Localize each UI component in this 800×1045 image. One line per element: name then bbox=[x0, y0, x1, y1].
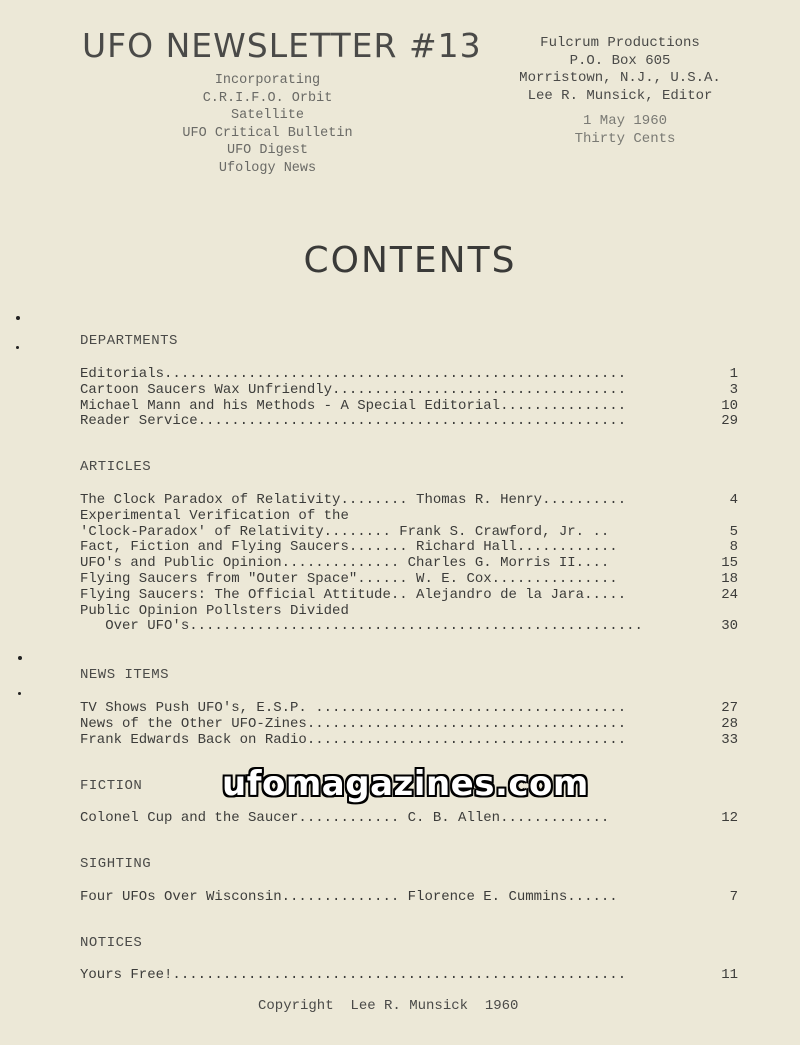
contents-entry bbox=[80, 492, 740, 508]
margin-speck bbox=[16, 346, 19, 349]
section-heading: NEWS ITEMS bbox=[80, 667, 170, 683]
issue-price: Thirty Cents bbox=[574, 131, 676, 147]
incorporating-line: UFO Critical Bulletin bbox=[182, 125, 353, 141]
contents-entry bbox=[80, 716, 740, 732]
watermark: ufomagazines.com bbox=[222, 764, 589, 804]
page-number: 7 bbox=[729, 889, 738, 905]
entry-title: Experimental Verification of the bbox=[80, 507, 349, 524]
contents-entry bbox=[80, 587, 740, 603]
page-number: 12 bbox=[721, 810, 738, 826]
page-number: 3 bbox=[729, 381, 738, 398]
page-number: 8 bbox=[729, 539, 738, 556]
contents-entry bbox=[80, 413, 740, 429]
entry-title: Flying Saucers: The Official Attitude.. Alejandro de la Jara..... bbox=[80, 586, 627, 603]
entry-title: UFO's and Public Opinion.............. Charles G. Morris II.... bbox=[80, 555, 610, 572]
entry-title: News of the Other UFO-Zines...................................... bbox=[80, 715, 627, 732]
entry-title: TV Shows Push UFO's, E.S.P. ..................................... bbox=[80, 700, 627, 716]
margin-speck bbox=[18, 656, 22, 660]
contents-entry bbox=[80, 603, 740, 619]
incorporating-line: Incorporating bbox=[214, 73, 321, 88]
incorporating-block bbox=[150, 72, 385, 177]
entry-title: Four UFOs Over Wisconsin.............. Florence E. Cummins...... bbox=[80, 889, 618, 905]
entry-title: Colonel Cup and the Saucer............ C. B. Allen............. bbox=[80, 810, 610, 826]
entry-title: Reader Service................................................... bbox=[80, 413, 627, 430]
contents-entry bbox=[80, 508, 740, 524]
contents-entry bbox=[80, 618, 740, 634]
publisher-line: Lee R. Munsick, Editor bbox=[527, 87, 713, 104]
margin-speck bbox=[18, 692, 21, 695]
contents-entry bbox=[80, 382, 740, 398]
entry-title: Cartoon Saucers Wax Unfriendly................................... bbox=[80, 381, 627, 398]
publisher-block bbox=[500, 35, 740, 105]
page-number: 4 bbox=[729, 492, 738, 508]
page-number: 29 bbox=[721, 413, 738, 430]
page-number: 15 bbox=[721, 555, 738, 572]
entry-title: Public Opinion Pollsters Divided bbox=[80, 602, 349, 619]
entry-title: Fact, Fiction and Flying Saucers....... Richard Hall............ bbox=[80, 539, 618, 556]
publisher-line: Morristown, N.J., U.S.A. bbox=[519, 70, 721, 86]
contents-heading: CONTENTS bbox=[303, 240, 517, 281]
entry-title: Michael Mann and his Methods - A Special Editorial............... bbox=[80, 397, 627, 414]
incorporating-line: Ufology News bbox=[218, 160, 317, 176]
contents-entry bbox=[80, 571, 740, 587]
incorporating-line: C.R.I.F.O. Orbit bbox=[202, 90, 333, 106]
contents-entry bbox=[80, 700, 740, 716]
page-number: 5 bbox=[729, 523, 738, 540]
page-number: 30 bbox=[721, 618, 738, 635]
contents-entry bbox=[80, 889, 740, 905]
section-heading: SIGHTING bbox=[80, 856, 152, 872]
section-heading: ARTICLES bbox=[80, 459, 152, 475]
publisher-line: Fulcrum Productions bbox=[540, 35, 700, 51]
margin-speck bbox=[16, 316, 20, 320]
contents-entry bbox=[80, 967, 740, 983]
publisher-line: P.O. Box 605 bbox=[569, 52, 671, 69]
page-number: 28 bbox=[721, 715, 738, 732]
section-heading: DEPARTMENTS bbox=[80, 333, 178, 349]
contents-entry bbox=[80, 555, 740, 571]
contents-entry bbox=[80, 398, 740, 414]
contents-entry bbox=[80, 732, 740, 748]
entry-title: Over UFO's...................................................... bbox=[80, 618, 643, 635]
contents-entry bbox=[80, 524, 740, 540]
entry-title: Flying Saucers from "Outer Space"...... W. E. Cox............... bbox=[80, 571, 618, 587]
copyright-notice: Copyright Lee R. Munsick 1960 bbox=[258, 998, 519, 1014]
entry-title: Editorials....................................................... bbox=[80, 366, 627, 382]
page-number: 1 bbox=[729, 366, 738, 382]
entry-title: Yours Free!...................................................... bbox=[80, 967, 627, 983]
issue-date-block bbox=[540, 112, 710, 148]
section-heading: FICTION bbox=[80, 778, 143, 794]
page-number: 11 bbox=[721, 967, 738, 983]
contents-entry bbox=[80, 810, 740, 826]
contents-entry bbox=[80, 366, 740, 382]
contents-entry bbox=[80, 539, 740, 555]
incorporating-line: UFO Digest bbox=[226, 143, 308, 158]
page-number: 33 bbox=[721, 731, 738, 748]
newsletter-title: UFO NEWSLETTER #13 bbox=[82, 26, 482, 65]
entry-title: The Clock Paradox of Relativity........ Thomas R. Henry.......... bbox=[80, 492, 627, 508]
page-number: 27 bbox=[721, 700, 738, 716]
page-number: 18 bbox=[721, 571, 738, 587]
page-number: 24 bbox=[721, 586, 738, 603]
issue-date: 1 May 1960 bbox=[582, 113, 667, 129]
entry-title: 'Clock-Paradox' of Relativity........ Frank S. Crawford, Jr. .. bbox=[80, 523, 610, 540]
section-heading: NOTICES bbox=[80, 935, 143, 951]
page-number: 10 bbox=[721, 397, 738, 414]
incorporating-line: Satellite bbox=[231, 108, 304, 123]
entry-title: Frank Edwards Back on Radio...................................... bbox=[80, 731, 627, 748]
